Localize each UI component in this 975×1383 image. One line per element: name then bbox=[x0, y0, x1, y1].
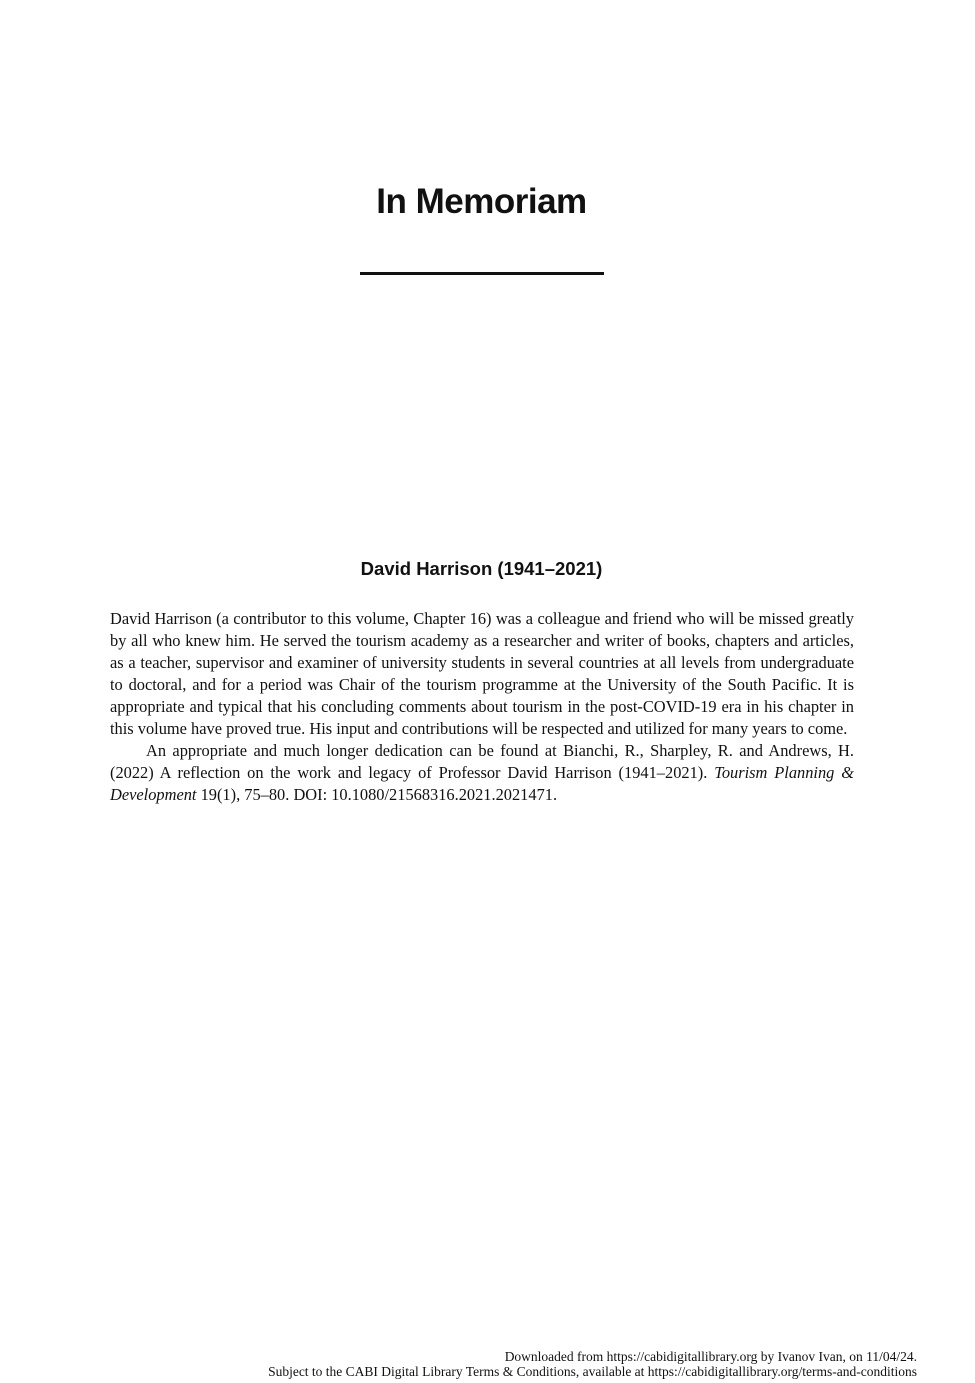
citation-details: 19(1), 75–80. DOI: 10.1080/21568316.2021.2021471. bbox=[200, 785, 558, 804]
page-title: In Memoriam bbox=[376, 182, 587, 221]
title-divider bbox=[360, 272, 604, 275]
download-notice-line-2: Subject to the CABI Digital Library Terms & Conditions, available at https://cabidigitallibrary.org/terms-and-conditions bbox=[268, 1364, 917, 1379]
memorial-body bbox=[110, 608, 854, 806]
dedication-reference: An appropriate and much longer dedication can be found at Bianchi, R., Sharpley, R. and Andrews, H. (2022) A reflection on the work and legacy of Professor David Harrison (1941–2021). bbox=[110, 741, 854, 782]
memorial-paragraph-1: David Harrison (a contributor to this volume, Chapter 16) was a colleague and friend who will be missed greatly by all who knew him. He served the tourism academy as a researcher and writer of books, chapters and articles, as a teacher, supervisor and examiner of university students in several countries at all levels from undergraduate to doctoral, and for a period was Chair of the tourism programme at the University of the South Pacific. It is appropriate and typical that his concluding comments about tourism in the post-COVID-19 era in his chapter in this volume have proved true. His input and contributions will be respected and utilized for many years to come. bbox=[110, 609, 854, 738]
journal-title: Tourism Planning & Development bbox=[110, 763, 854, 804]
download-notice bbox=[268, 1349, 917, 1379]
memorial-paragraph-2 bbox=[110, 740, 854, 806]
memorial-subject-heading: David Harrison (1941–2021) bbox=[360, 558, 603, 579]
download-notice-line-1: Downloaded from https://cabidigitallibrary.org by Ivanov Ivan, on 11/04/24. bbox=[504, 1349, 917, 1364]
